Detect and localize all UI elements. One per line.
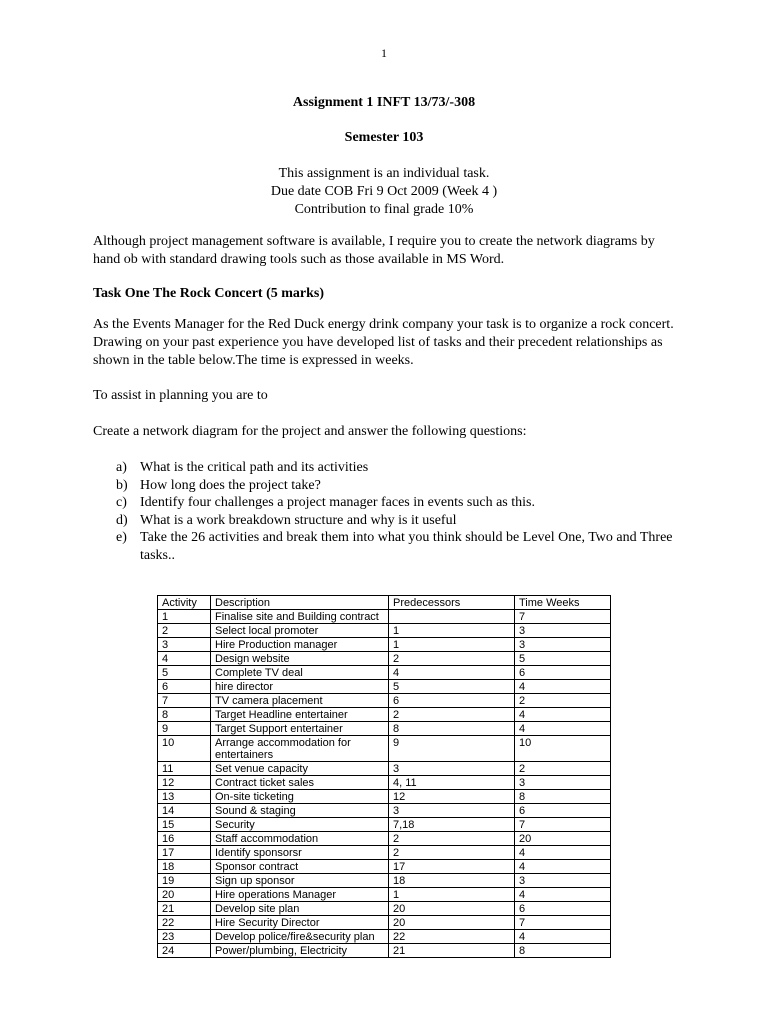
intro-line: Contribution to final grade 10% xyxy=(294,202,474,217)
column-header-activity: Activity xyxy=(158,596,211,610)
time-cell: 4 xyxy=(515,722,611,736)
question-text: How long does the project take? xyxy=(140,477,321,493)
table-row xyxy=(158,666,611,680)
description-cell: Target Headline entertainer xyxy=(211,708,389,722)
time-cell: 4 xyxy=(515,888,611,902)
table-row xyxy=(158,776,611,790)
activity-cell: 14 xyxy=(158,804,211,818)
activity-cell: 12 xyxy=(158,776,211,790)
table-row xyxy=(158,694,611,708)
table-row xyxy=(158,846,611,860)
activity-cell: 16 xyxy=(158,832,211,846)
question-list xyxy=(116,459,676,564)
question-text: Take the 26 activities and break them into what you think should be Level One, Two and Three tasks.. xyxy=(140,530,673,563)
predecessors-cell: 1 xyxy=(389,624,515,638)
predecessors-cell: 17 xyxy=(389,860,515,874)
table-row xyxy=(158,790,611,804)
predecessors-cell: 9 xyxy=(389,736,515,762)
predecessors-cell: 12 xyxy=(389,790,515,804)
question-text: What is the critical path and its activities xyxy=(140,460,369,475)
time-cell: 8 xyxy=(515,790,611,804)
description-cell: Design website xyxy=(211,652,389,666)
table-row xyxy=(158,652,611,666)
time-cell: 4 xyxy=(515,930,611,944)
table-row xyxy=(158,680,611,694)
time-cell: 2 xyxy=(515,762,611,776)
activity-cell: 2 xyxy=(158,624,211,638)
time-cell: 6 xyxy=(515,902,611,916)
task-heading: Task One The Rock Concert (5 marks) xyxy=(93,286,325,301)
activity-cell: 13 xyxy=(158,790,211,804)
predecessors-cell: 5 xyxy=(389,680,515,694)
predecessors-cell: 4 xyxy=(389,666,515,680)
table-row xyxy=(158,736,611,762)
column-header-predecessors: Predecessors xyxy=(389,596,515,610)
activity-cell: 17 xyxy=(158,846,211,860)
table-row xyxy=(158,860,611,874)
time-cell: 2 xyxy=(515,694,611,708)
time-cell: 20 xyxy=(515,832,611,846)
description-cell: On-site ticketing xyxy=(211,790,389,804)
description-cell: Arrange accommodation for entertainers xyxy=(211,736,389,762)
table-row xyxy=(158,610,611,624)
question-letter: d) xyxy=(116,512,128,528)
predecessors-cell: 7,18 xyxy=(389,818,515,832)
predecessors-cell: 2 xyxy=(389,846,515,860)
question-item xyxy=(116,494,676,512)
time-cell: 7 xyxy=(515,916,611,930)
time-cell: 4 xyxy=(515,680,611,694)
description-cell: Hire operations Manager xyxy=(211,888,389,902)
activities-table xyxy=(157,595,611,958)
description-cell: Sign up sponsor xyxy=(211,874,389,888)
question-item xyxy=(116,477,676,495)
predecessors-cell: 21 xyxy=(389,944,515,958)
predecessors-cell: 2 xyxy=(389,832,515,846)
predecessors-cell: 6 xyxy=(389,694,515,708)
time-cell: 3 xyxy=(515,874,611,888)
predecessors-cell: 3 xyxy=(389,762,515,776)
table-row xyxy=(158,874,611,888)
table-row xyxy=(158,832,611,846)
time-cell: 8 xyxy=(515,944,611,958)
table-row xyxy=(158,944,611,958)
predecessors-cell xyxy=(389,610,515,624)
predecessors-cell: 18 xyxy=(389,874,515,888)
description-cell: Complete TV deal xyxy=(211,666,389,680)
question-letter: a) xyxy=(116,460,127,475)
semester-heading: Semester 103 xyxy=(344,130,424,145)
question-letter: b) xyxy=(116,477,128,493)
predecessors-cell: 2 xyxy=(389,652,515,666)
software-note: Although project management software is available, I require you to create the network diagrams by hand ob with standard drawing tools such as those available in MS Word. xyxy=(93,234,655,267)
time-cell: 3 xyxy=(515,638,611,652)
question-letter: c) xyxy=(116,495,127,510)
table-row xyxy=(158,930,611,944)
predecessors-cell: 3 xyxy=(389,804,515,818)
description-cell: Finalise site and Building contract xyxy=(211,610,389,624)
table-row xyxy=(158,888,611,902)
intro-line: This assignment is an individual task. xyxy=(278,166,490,181)
description-cell: hire director xyxy=(211,680,389,694)
time-cell: 7 xyxy=(515,610,611,624)
description-cell: Target Support entertainer xyxy=(211,722,389,736)
intro-block xyxy=(0,165,768,219)
description-cell: Contract ticket sales xyxy=(211,776,389,790)
description-cell: Develop police/fire&security plan xyxy=(211,930,389,944)
intro-line: Due date COB Fri 9 Oct 2009 (Week 4 ) xyxy=(270,184,498,199)
table-row xyxy=(158,638,611,652)
activity-cell: 23 xyxy=(158,930,211,944)
activity-cell: 8 xyxy=(158,708,211,722)
column-header-description: Description xyxy=(211,596,389,610)
scenario-paragraph: As the Events Manager for the Red Duck energy drink company your task is to organize a rock concert. Drawing on your past experience you have developed list of tasks and their precedent relationships as shown in the table below.The time is expressed in weeks. xyxy=(93,317,674,368)
time-cell: 3 xyxy=(515,776,611,790)
page-number: 1 xyxy=(381,46,387,60)
predecessors-cell: 20 xyxy=(389,916,515,930)
activity-cell: 20 xyxy=(158,888,211,902)
create-instruction: Create a network diagram for the project and answer the following questions: xyxy=(93,424,527,439)
activity-cell: 22 xyxy=(158,916,211,930)
question-text: What is a work breakdown structure and why is it useful xyxy=(140,512,457,528)
question-text: Identify four challenges a project manager faces in events such as this. xyxy=(140,495,535,510)
assignment-title: Assignment 1 INFT 13/73/-308 xyxy=(292,95,476,110)
activity-cell: 15 xyxy=(158,818,211,832)
activity-cell: 6 xyxy=(158,680,211,694)
question-item xyxy=(116,529,676,564)
activity-cell: 3 xyxy=(158,638,211,652)
table-row xyxy=(158,916,611,930)
activity-cell: 4 xyxy=(158,652,211,666)
activity-cell: 19 xyxy=(158,874,211,888)
description-cell: Power/plumbing, Electricity xyxy=(211,944,389,958)
activity-cell: 7 xyxy=(158,694,211,708)
predecessors-cell: 1 xyxy=(389,888,515,902)
table-body xyxy=(158,610,611,958)
table-row xyxy=(158,818,611,832)
description-cell: Identify sponsorsr xyxy=(211,846,389,860)
activity-cell: 24 xyxy=(158,944,211,958)
table-row xyxy=(158,804,611,818)
description-cell: Staff accommodation xyxy=(211,832,389,846)
time-cell: 6 xyxy=(515,804,611,818)
predecessors-cell: 2 xyxy=(389,708,515,722)
activity-cell: 1 xyxy=(158,610,211,624)
question-item xyxy=(116,459,676,477)
time-cell: 7 xyxy=(515,818,611,832)
predecessors-cell: 20 xyxy=(389,902,515,916)
description-cell: Set venue capacity xyxy=(211,762,389,776)
question-letter: e) xyxy=(116,530,127,545)
activity-cell: 21 xyxy=(158,902,211,916)
table-row xyxy=(158,722,611,736)
question-item xyxy=(116,512,676,530)
description-cell: Sponsor contract xyxy=(211,860,389,874)
description-cell: Select local promoter xyxy=(211,624,389,638)
time-cell: 10 xyxy=(515,736,611,762)
activity-cell: 5 xyxy=(158,666,211,680)
description-cell: Hire Security Director xyxy=(211,916,389,930)
time-cell: 6 xyxy=(515,666,611,680)
time-cell: 3 xyxy=(515,624,611,638)
assist-text: To assist in planning you are to xyxy=(93,388,268,403)
table-row xyxy=(158,624,611,638)
table-row xyxy=(158,708,611,722)
description-cell: Develop site plan xyxy=(211,902,389,916)
column-header-time-weeks: Time Weeks xyxy=(515,596,611,610)
table-row xyxy=(158,902,611,916)
activity-cell: 18 xyxy=(158,860,211,874)
predecessors-cell: 8 xyxy=(389,722,515,736)
description-cell: TV camera placement xyxy=(211,694,389,708)
table-header-row xyxy=(158,596,611,610)
description-cell: Security xyxy=(211,818,389,832)
description-cell: Sound & staging xyxy=(211,804,389,818)
activity-cell: 9 xyxy=(158,722,211,736)
activity-cell: 10 xyxy=(158,736,211,762)
predecessors-cell: 4, 11 xyxy=(389,776,515,790)
table-row xyxy=(158,762,611,776)
time-cell: 4 xyxy=(515,860,611,874)
description-cell: Hire Production manager xyxy=(211,638,389,652)
predecessors-cell: 1 xyxy=(389,638,515,652)
activity-cell: 11 xyxy=(158,762,211,776)
predecessors-cell: 22 xyxy=(389,930,515,944)
time-cell: 4 xyxy=(515,708,611,722)
time-cell: 4 xyxy=(515,846,611,860)
time-cell: 5 xyxy=(515,652,611,666)
